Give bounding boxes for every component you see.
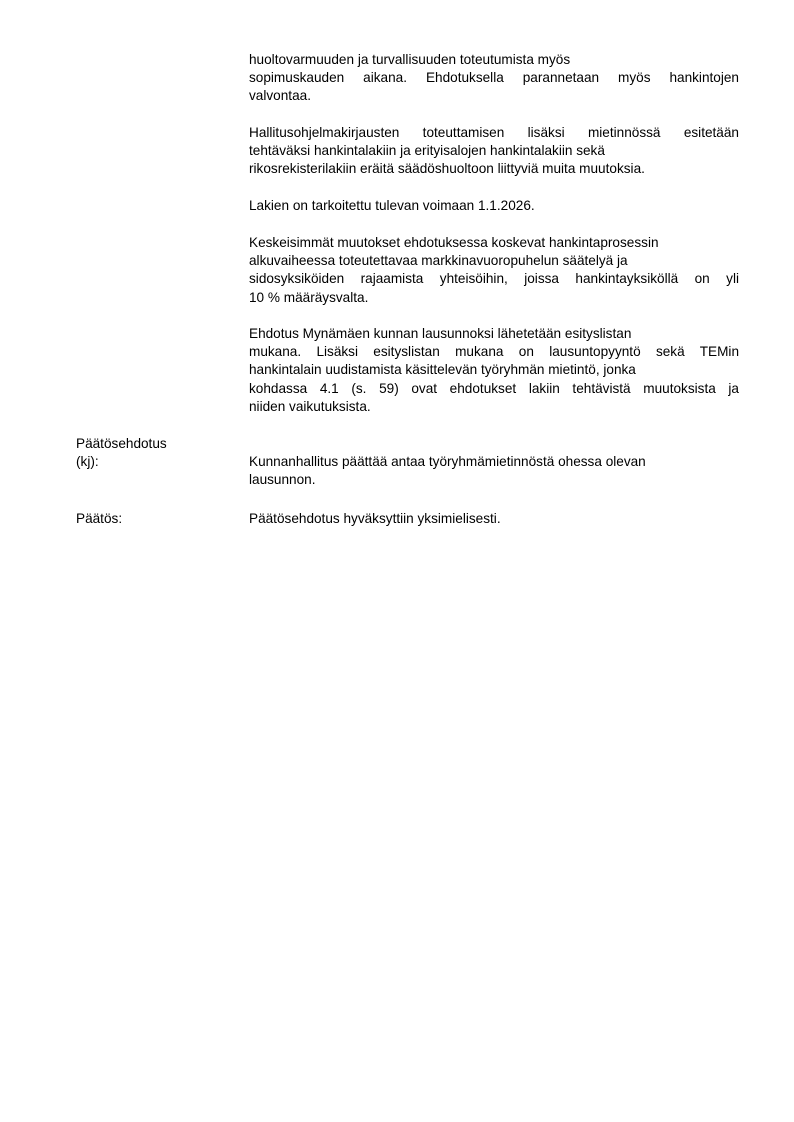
- text-line: huoltovarmuuden ja turvallisuuden toteutumista myös: [249, 52, 571, 67]
- paragraph-key-changes: [249, 234, 739, 307]
- paragraph-entry-into-force: [249, 197, 739, 215]
- proposal-label-line2: (kj):: [76, 454, 99, 470]
- text-line: valvontaa.: [249, 88, 311, 104]
- text-line: mukana. Lisäksi esityslistan mukana on lausuntopyyntö sekä TEMin: [249, 344, 739, 360]
- paragraph-other-amendments: [249, 124, 739, 179]
- text-line: 10 % määräysvalta.: [249, 289, 369, 305]
- text-line: Päätösehdotus hyväksyttiin yksimielisesti.: [249, 511, 501, 526]
- text-line: rikosrekisterilakiin eräitä säädöshuoltoon liittyviä muita muutoksia.: [249, 161, 645, 177]
- decision-label: [76, 510, 122, 528]
- text-line: niiden vaikutuksista.: [249, 398, 371, 414]
- text-line: alkuvaiheessa toteutettavaa markkinavuoropuhelun säätelyä ja: [249, 253, 628, 269]
- text-line: sopimuskauden aikana. Ehdotuksella parannetaan myös hankintojen: [249, 70, 739, 86]
- proposal-text: [249, 453, 739, 489]
- text-line: Keskeisimmät muutokset ehdotuksessa koskevat hankintaprosessin: [249, 235, 659, 250]
- text-line: Ehdotus Mynämäen kunnan lausunnoksi lähetetään esityslistan: [249, 326, 632, 341]
- text-line: Lakien on tarkoitettu tulevan voimaan 1.1.2026.: [249, 198, 535, 213]
- paragraph-supply-security: [249, 51, 739, 106]
- text-line: hankintalain uudistamista käsittelevän työryhmän mietintö, jonka: [249, 362, 636, 378]
- decision-text: [249, 510, 739, 528]
- paragraph-statement-attachment: [249, 325, 739, 416]
- text-line: lausunnon.: [249, 472, 316, 488]
- text-line: tehtäväksi hankintalakiin ja erityisalojen hankintalakiin sekä: [249, 143, 605, 159]
- proposal-label: [76, 435, 167, 471]
- decision-label-text: Päätös:: [76, 511, 123, 526]
- text-line: Kunnanhallitus päättää antaa työryhmämietinnöstä ohessa olevan: [249, 454, 646, 469]
- text-line: Hallitusohjelmakirjausten toteuttamisen lisäksi mietinnössä esitetään: [249, 125, 739, 140]
- proposal-label-line1: Päätösehdotus: [76, 436, 167, 451]
- text-line: kohdassa 4.1 (s. 59) ovat ehdotukset lakiin tehtävistä muutoksista ja: [249, 380, 739, 396]
- text-line: sidosyksiköiden rajaamista yhteisöihin, joissa hankintayksiköllä on yli: [249, 271, 739, 287]
